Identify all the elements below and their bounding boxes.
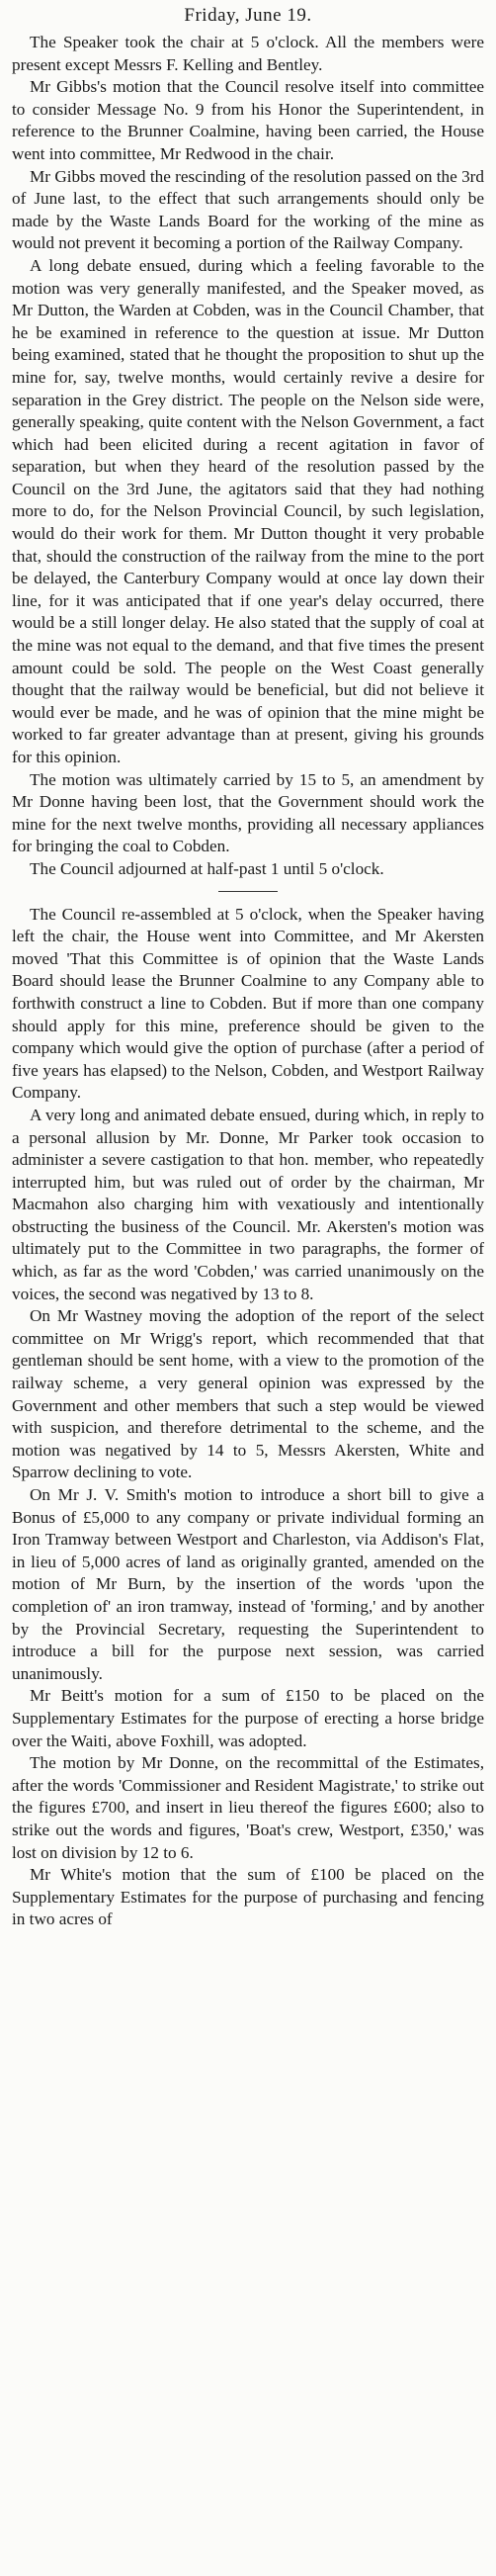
paragraph-donne-estimates: The motion by Mr Donne, on the recommittal of the Estimates, after the words 'Commissioner and Resident Magistrate,' to strike out the figures £700, and insert in lieu thereof the figures £600; also to strike out the words and figures, 'Boat's crew, Westport, £350,' was lost on division by 12 to 6. <box>12 1753 484 1862</box>
section-divider <box>218 891 278 892</box>
paragraph-reassembled: The Council re-assembled at 5 o'clock, when the Speaker having left the chair, the House went into Committee, and Mr Akersten moved 'That this Committee is of opinion that the Waste Lands Board should lease the Brunner Coalmine to any Company able to forthwith construct a line to Cobden. But if more than one company should apply for this mine, preference should be given to the company which would give the option of purchase (after a period of five years has elapsed) to the Nelson, Cobden, and Westport Railway Company. <box>12 904 484 1103</box>
paragraph-wastney-motion: On Mr Wastney moving the adoption of the report of the select committee on Mr Wrigg's report, which recommended that that gentleman should be sent home, with a view to the promotion of the railway scheme, a very general opinion was expressed by the Government and other members that such a step would be viewed with suspicion, and therefore detrimental to the scheme, and the motion was negatived by 14 to 5, Messrs Akersten, White and Sparrow declining to vote. <box>12 1306 484 1482</box>
paragraph-adjourned: The Council adjourned at half-past 1 until 5 o'clock. <box>30 858 384 878</box>
dateline: Friday, June 19. <box>184 5 312 26</box>
paragraph-smith-tramway: On Mr J. V. Smith's motion to introduce a short bill to give a Bonus of £5,000 to any company or private individual forming an Iron Tramway between Westport and Charleston, via Addison's Flat, in lieu of 5,000 acres of land as originally granted, amended on the motion of Mr Burn, by the insertion of the words 'upon the completion of' an iron tramway, instead of 'forming,' and by another by the Provincial Secretary, requesting the Superintendent to introduce a bill for the purpose next session, was carried unanimously. <box>12 1485 484 1683</box>
paragraph-opening: The Speaker took the chair at 5 o'clock. All the members were present except Messrs F. Kelling and Bentley. <box>12 33 484 74</box>
paragraph-animated-debate: A very long and animated debate ensued, during which, in reply to a personal allusion by Mr. Donne, Mr Parker took occasion to administer a severe castigation to that hon. member, who repeatedly interrupted him, but was ruled out of order by the chairman, Mr Macmahon also charging him with vexatiously and intentionally obstructing the business of the Council. Mr. Akersten's motion was ultimately put to the Committee in two paragraphs, the former of which, as far as the word 'Cobden,' was carried unanimously on the voices, the second was negatived by 13 to 8. <box>12 1105 484 1303</box>
paragraph-gibbs-motion: Mr Gibbs's motion that the Council resolve itself into committee to consider Message No. 9 from his Honor the Superintendent, in reference to the Brunner Coalmine, having been carried, the House went into committee, Mr Redwood in the chair. <box>12 77 484 163</box>
paragraph-beitt-bridge: Mr Beitt's motion for a sum of £150 to be placed on the Supplementary Estimates for the purpose of erecting a horse bridge over the Waiti, above Foxhill, was adopted. <box>12 1686 484 1750</box>
paragraph-motion-carried: The motion was ultimately carried by 15 to 5, an amendment by Mr Donne having been lost, that the Government should work the mine for the next twelve months, providing all necessary appliances for bringing the coal to Cobden. <box>12 769 484 856</box>
paragraph-rescinding: Mr Gibbs moved the rescinding of the resolution passed on the 3rd of June last, to the effect that such arrangements should only be made by the Waste Lands Board for the working of the mine as would not prevent it becoming a portion of the Railway Company. <box>12 166 484 253</box>
paragraph-debate-dutton: A long debate ensued, during which a feeling favorable to the motion was very generally manifested, and the Speaker moved, as Mr Dutton, the Warden at Cobden, was in the Council Chamber, that he be examined in reference to the question at issue. Mr Dutton being examined, stated that he thought the proposition to shut up the mine for, say, twelve months, would certainly revive a desire for separation in the Grey district. The people on the Nelson side were, generally speaking, quite content with the Nelson Government, a fact which had been elicited during a recent agitation in favor of separation, but when they heard of the resolution passed by the Council on the 3rd June, the agitators said that they had nothing more to do, for the Nelson Provincial Council, by such legislation, would do their work for them. Mr Dutton thought it very probable that, should the construction of the railway from the mine to the port be delayed, the Canterbury Company would at once lay down their line, for it was anticipated that if one year's delay occurred, there would be a still longer delay. He also stated that the supply of coal at the mine was not equal to the demand, and that five times the present amount could be sold. The people on the West Coast generally thought that the railway would be beneficial, but did not believe it would ever be made, and he was of opinion that the mine might be worked to far greater advantage than at present, giving his grounds for this opinion. <box>12 255 484 766</box>
paragraph-white-motion: Mr White's motion that the sum of £100 be placed on the Supplementary Estimates for the purpose of purchasing and fencing in two acres of <box>12 1865 484 1929</box>
